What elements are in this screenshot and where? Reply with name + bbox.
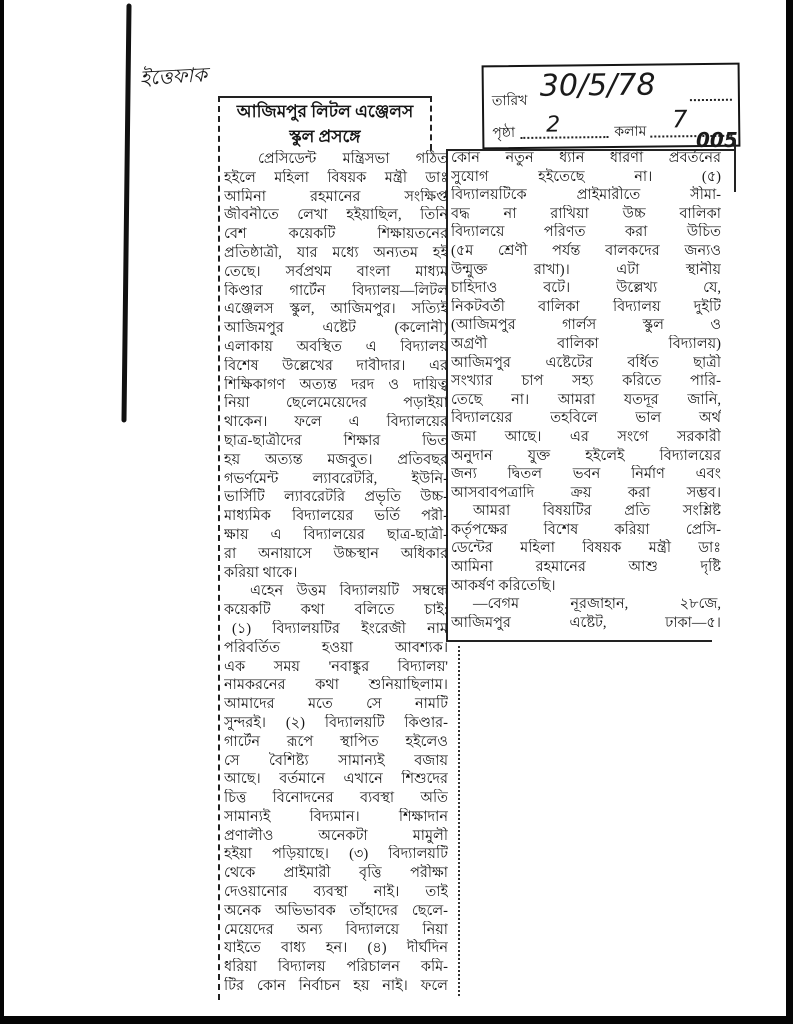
article-line: এক সময় 'নবাঙ্কুর বিদ্যালয়' <box>224 658 448 675</box>
scan-edge-left <box>0 0 4 1024</box>
stamp-page-label: পৃষ্ঠা <box>492 126 516 142</box>
article-line: ধরিয়া বিদ্যালয় পরিচালন কমি- <box>224 959 448 976</box>
article-line: বেশ কয়েকটি শিক্ষায়তনের <box>224 226 448 243</box>
article-line: বিদ্যালয়ে পরিণত করা উচিত <box>451 224 721 241</box>
article-line: এলাকায় অবস্থিত এ বিদ্যালয় <box>224 338 448 355</box>
article-line: সে বৈশিষ্ট্য সামান্যই বজায় <box>224 752 448 769</box>
article-line: জীবনীতে লেখা হইয়াছিল, তিনি <box>224 207 448 224</box>
article-line: প্রতিষ্ঠাত্রী, যার মধ্যে অন্যতম হই <box>224 244 448 261</box>
article-line: সংখ্যার চাপ সহ্য করিতে পারি- <box>451 373 721 390</box>
article-line: —বেগম নূরজাহান, ২৮জে, <box>473 596 721 613</box>
article-line: সুন্দরই। (২) বিদ্যালয়টি কিণ্ডার- <box>224 714 448 731</box>
article-line: অনুদান যুক্ত হইলেই বিদ্যালয়ের <box>451 447 721 464</box>
article-line: এহেন উত্তম বিদ্যালয়টি সম্বন্ধে <box>250 583 448 600</box>
article-title: আজিমপুর লিটল এঞ্জেলস <box>236 102 414 121</box>
article-line: হয় অত্যন্ত মজবুত। প্রতিবছর <box>224 451 448 468</box>
article-line: ভার্সিটি ল্যাবরেটরি প্রভৃতি উচ্চ- <box>224 489 448 506</box>
article-line: উন্মুক্ত রাখা)। এটা স্থানীয় <box>451 261 721 278</box>
stamp-column-value: 7 <box>671 105 688 134</box>
article-line: মেয়েদের অন্য বিদ্যালয়ে নিয়া <box>224 921 448 938</box>
article-line: প্রণালীও অনেকটা মামুলী <box>224 827 448 844</box>
stamp-date-dots <box>690 99 732 101</box>
article-line: নামকরনের কথা শুনিয়াছিলাম। <box>224 677 448 694</box>
stamp-page-value: 2 <box>546 112 561 138</box>
article-line: শিক্ষিকাগণ অত্যন্ত দরদ ও দায়িত্ব <box>224 376 448 393</box>
article-line: চাহিদাও বটে। উল্লেখ্য যে, <box>451 280 721 297</box>
article-line: গভর্ণমেন্ট ল্যাবরেটরি, ইউনি- <box>224 470 448 487</box>
article-line: মাধ্যমিক বিদ্যালয়ের ভর্তি পরী- <box>224 508 448 525</box>
scan-edge-bottom <box>0 1016 793 1024</box>
article-line: আমরা বিষয়টির প্রতি সংশ্লিষ্ট <box>473 503 721 520</box>
article-line: বিদ্যালয়ের তহবিলে ভাল অর্থ <box>451 410 721 427</box>
title-box-right-border <box>430 96 432 150</box>
article-line: তেছে না। আমরা যতদূর জানি, <box>451 391 721 408</box>
article-line: ডেন্টের মহিলা বিষয়ক মন্ত্রী ডাঃ <box>451 540 721 557</box>
article-line: আজিমপুর এষ্টেটের বর্ধিত ছাত্রী <box>451 354 721 371</box>
stamp-date-label: তারিখ <box>491 93 528 110</box>
article-line: পরিবর্তিত হওয়া আবশ্যক। <box>224 639 448 656</box>
article-line: আজিমপুর এষ্টেট, ঢাকা—৫। <box>451 614 721 631</box>
article-line: এঞ্জেলস স্কুল, আজিমপুর। সত্যিই <box>224 301 448 318</box>
article-line: জন্য দ্বিতল ভবন নির্মাণ এবং <box>451 466 721 483</box>
article-line: সুযোগ হইতেছে না। (৫) <box>451 168 721 185</box>
article-line: নিয়া ছেলেমেয়েদের পড়াইয়া <box>224 395 448 412</box>
article-subtitle: স্কুল প্রসঙ্গে <box>289 127 361 146</box>
column2-bottom-border <box>446 640 712 642</box>
article-line: যাইতে বাধ্য হন। (৪) দীর্ঘদিন <box>224 940 448 957</box>
column2-right-border <box>734 140 736 192</box>
article-line: আমাদের মতে সে নামটি <box>224 696 448 713</box>
article-line: (১) বিদ্যালয়টির ইংরেজী নাম <box>232 620 448 637</box>
column1-left-border <box>218 96 220 1000</box>
article-line: রা অনায়াসে উচ্চস্থান অধিকার <box>224 545 448 562</box>
article-line: থাকেন। ফলে এ বিদ্যালয়ের <box>224 414 448 431</box>
article-line: আছে। বর্তমানে এখানে শিশুদের <box>224 771 448 788</box>
article-line: টির কোন নির্বাচন হয় নাই। ফলে <box>224 978 448 995</box>
article-line: বিশেষ উল্লেখের দাবীদার। এর <box>224 357 448 374</box>
clipping-label: ইত্তেফাক <box>139 62 208 90</box>
article-line: ক্ষায় এ বিদ্যালয়ের ছাত্র-ছাত্রী- <box>224 526 448 543</box>
article-line: (৫ম শ্রেণী পর্যন্ত বালকদের জন্যও <box>451 242 721 259</box>
article-line: চিত্ত বিনোদনের ব্যবস্থা অতি <box>224 790 448 807</box>
article-column-1 <box>224 150 448 998</box>
article-line: আজিমপুর এষ্টেট (কলোনী) <box>224 320 448 337</box>
pen-mark-line <box>110 0 140 430</box>
article-line: কোন নতুন ধ্যান ধারণা প্রবর্তনের <box>451 150 721 166</box>
stamp-page-dots <box>520 136 608 139</box>
article-line: কিণ্ডার গার্টেন বিদ্যালয়—লিটল <box>224 282 448 299</box>
article-line: থেকে প্রাইমারী বৃত্তি পরীক্ষা <box>224 865 448 882</box>
article-line: সামান্যই বিদ্যমান। শিক্ষাদান <box>224 808 448 825</box>
article-line: করিয়া থাকে। <box>224 564 298 581</box>
article-line: দেওয়ানোর ব্যবস্থা নাই। তাই <box>224 884 448 901</box>
article-line: বিদ্যালয়টিকে প্রাইমারীতে সীমা- <box>451 187 721 204</box>
article-line: (আজিমপুর গার্লস স্কুল ও <box>451 317 721 334</box>
article-line: কয়েকটি কথা বলিতে চাই: <box>224 602 448 619</box>
article-line: আমিনা রহমানের আশু দৃষ্টি <box>451 559 721 576</box>
article-line: আমিনা রহমানের সংক্ষিপ্ত <box>224 188 448 205</box>
title-box-top-border <box>218 96 432 98</box>
stamp-file-number: 005 <box>696 128 738 152</box>
article-line: জমা আছে। এর সংগে সরকারী <box>451 428 721 445</box>
article-line: নিকটবর্তী বালিকা বিদ্যালয় দুইটি <box>451 298 721 315</box>
stamp-column-label: কলাম <box>614 124 647 140</box>
article-line: প্রেসিডেন্ট মন্ত্রিসভা গঠিত <box>258 151 448 167</box>
article-column-2 <box>451 149 721 635</box>
article-line: হইলে মহিলা বিষয়ক মন্ত্রী ডাঃ <box>224 169 448 186</box>
article-line: ছাত্র-ছাত্রীদের শিক্ষার ভিত <box>224 432 448 449</box>
article-line: তেছে। সর্বপ্রথম বাংলা মাধ্যম <box>224 263 448 280</box>
article-line: বদ্ধ না রাখিয়া উচ্চ বালিকা <box>451 205 721 222</box>
article-line: আকর্ষণ করিতেছি। <box>451 577 556 594</box>
article-line: অগ্রণী বালিকা বিদ্যালয়) <box>451 335 721 352</box>
stamp-date-value: 30/5/78 <box>539 67 656 104</box>
article-line: হইয়া পড়িয়াছে। (৩) বিদ্যালয়টি <box>224 846 448 863</box>
article-line: অনেক অভিভাবক তাঁহাদের ছেলে- <box>224 902 448 919</box>
article-line: আসবাবপত্রাদি ক্রয় করা সম্ভব। <box>451 484 721 501</box>
scan-edge-right <box>786 0 793 1024</box>
column1-right-border <box>458 646 460 996</box>
article-line: কর্তৃপক্ষের বিশেষ করিয়া প্রেসি- <box>451 521 721 538</box>
article-line: গার্টেন রূপে স্থাপিত হইলেও <box>224 733 448 750</box>
